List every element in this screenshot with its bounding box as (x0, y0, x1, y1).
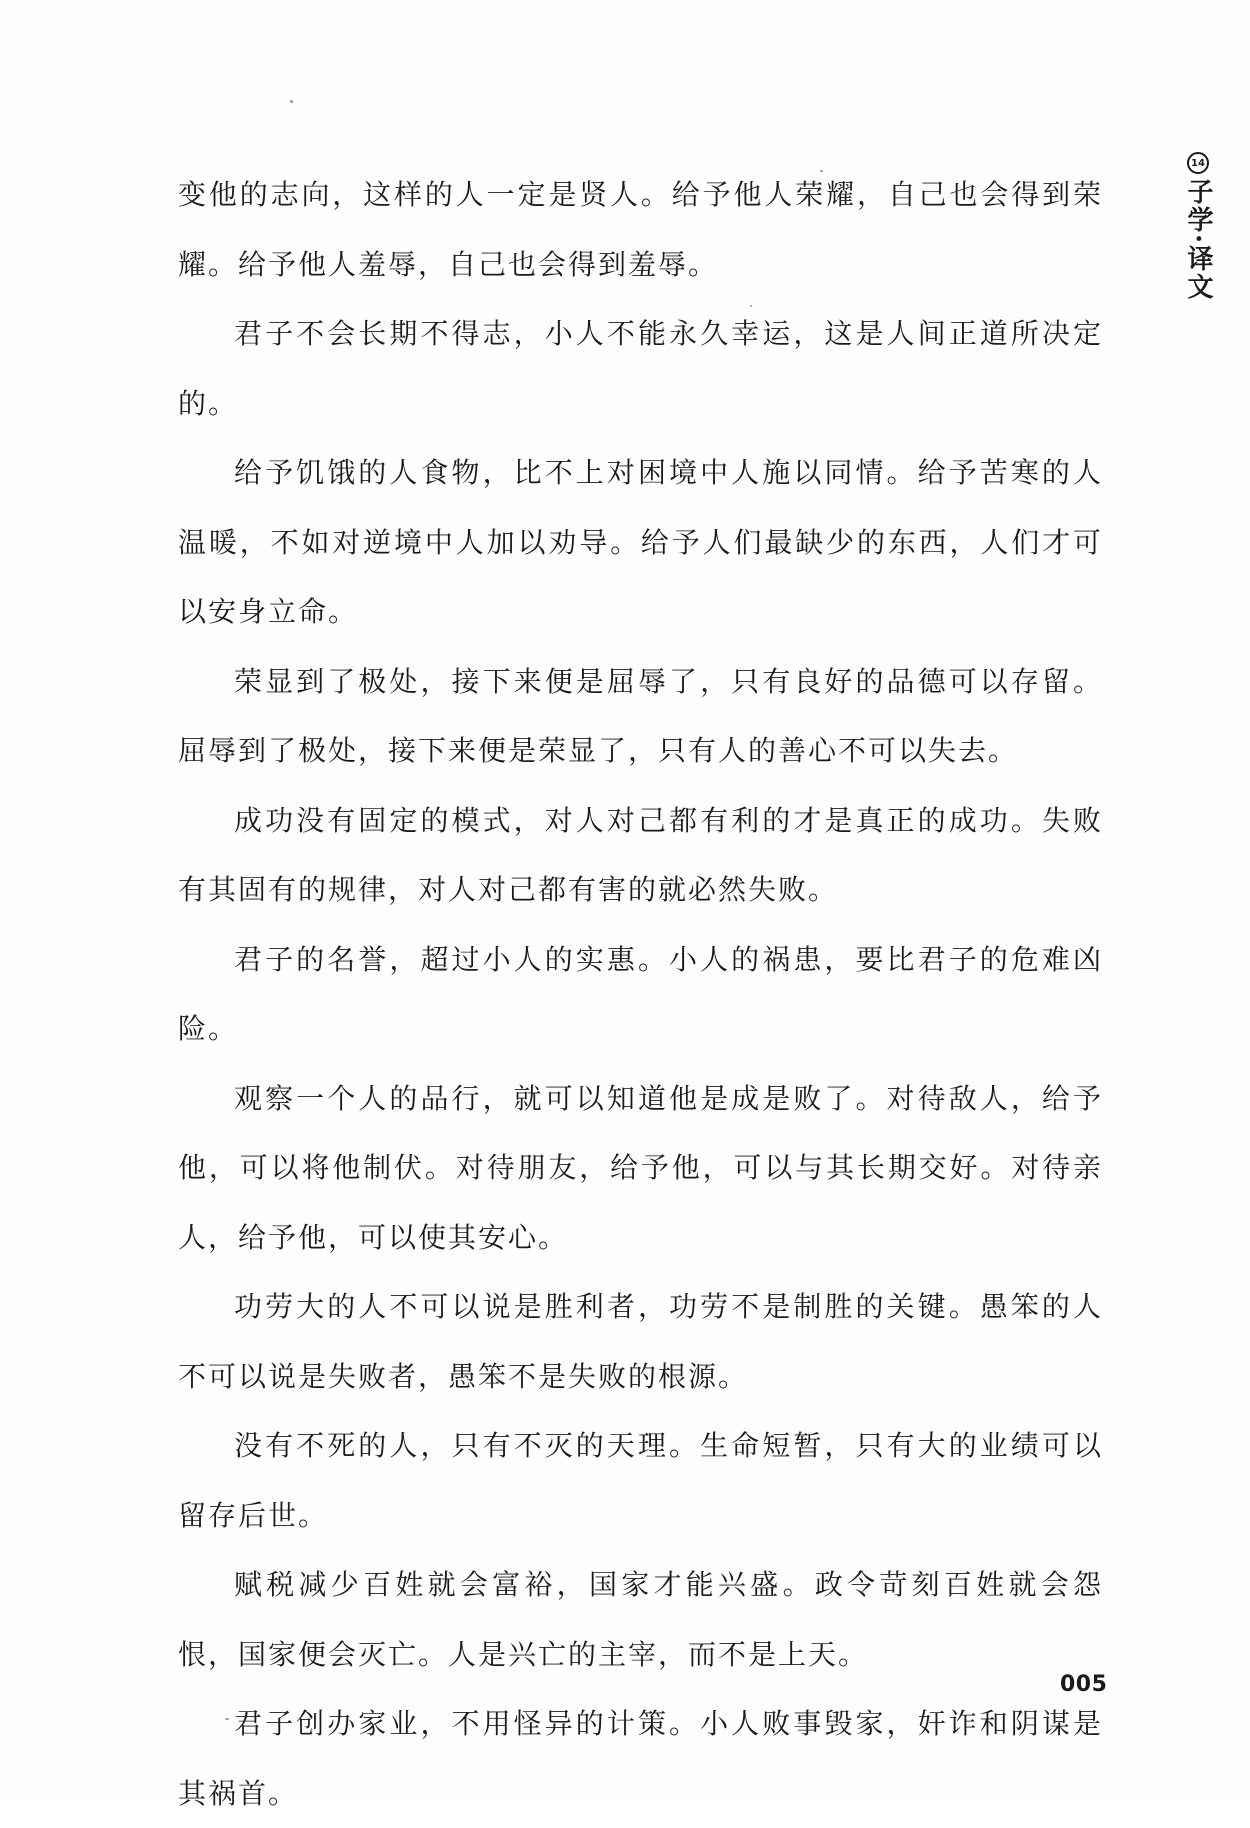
body-text (178, 160, 1103, 1828)
paragraph-7: 观察一个人的品行，就可以知道他是成是败了。对待敌人，给予他，可以将他制伏。对待朋友，给予他，可以与其长期交好。对待亲人，给予他，可以使其安心。 (178, 1081, 1103, 1254)
scan-speck (820, 170, 823, 172)
section-badge-text: 14 (1191, 157, 1205, 169)
paragraph-3: 给予饥饿的人食物，比不上对困境中人施以同情。给予苦寒的人温暖，不如对逆境中人加以劝导。给予人们最缺少的东西，人们才可以安身立命。 (178, 456, 1103, 628)
scan-speck (290, 100, 293, 103)
paragraph-11: 君子创办家业，不用怪异的计策。小人败事毁家，奸诈和阴谋是其祸首。 (178, 1707, 1103, 1810)
scan-speck (225, 1718, 229, 1720)
paragraph-4: 荣显到了极处，接下来便是屈辱了，只有良好的品德可以存留。屈辱到了极处，接下来便是荣显了，只有人的善心不可以失去。 (178, 664, 1103, 767)
paragraph-1: 变他的志向，这样的人一定是贤人。给予他人荣耀，自己也会得到荣耀。给予他人羞辱，自己也会得到羞辱。 (178, 178, 1103, 281)
paragraph-2: 君子不会长期不得志，小人不能永久幸运，这是人间正道所决定的。 (178, 317, 1103, 420)
section-badge-icon (1187, 152, 1209, 174)
paragraph-6: 君子的名誉，超过小人的实惠。小人的祸患，要比君子的危难凶险。 (178, 942, 1103, 1045)
paragraph-5: 成功没有固定的模式，对人对己都有利的才是真正的成功。失败有其固有的规律，对人对己都有害的就必然失败。 (178, 803, 1103, 906)
page-number: 005 (1060, 1672, 1108, 1697)
paragraph-9: 没有不死的人，只有不灭的天理。生命短暂，只有大的业绩可以留存后世。 (178, 1429, 1103, 1532)
paragraph-10: 赋税减少百姓就会富裕，国家才能兴盛。政令苛刻百姓就会怨恨，国家便会灭亡。人是兴亡的主宰，而不是上天。 (178, 1568, 1103, 1671)
section-label (1180, 152, 1216, 301)
scan-speck (750, 305, 752, 307)
section-title: 子学·译文 (1183, 178, 1213, 302)
paragraph-8: 功劳大的人不可以说是胜利者，功劳不是制胜的关键。愚笨的人不可以说是失败者，愚笨不是失败的根源。 (178, 1290, 1103, 1393)
